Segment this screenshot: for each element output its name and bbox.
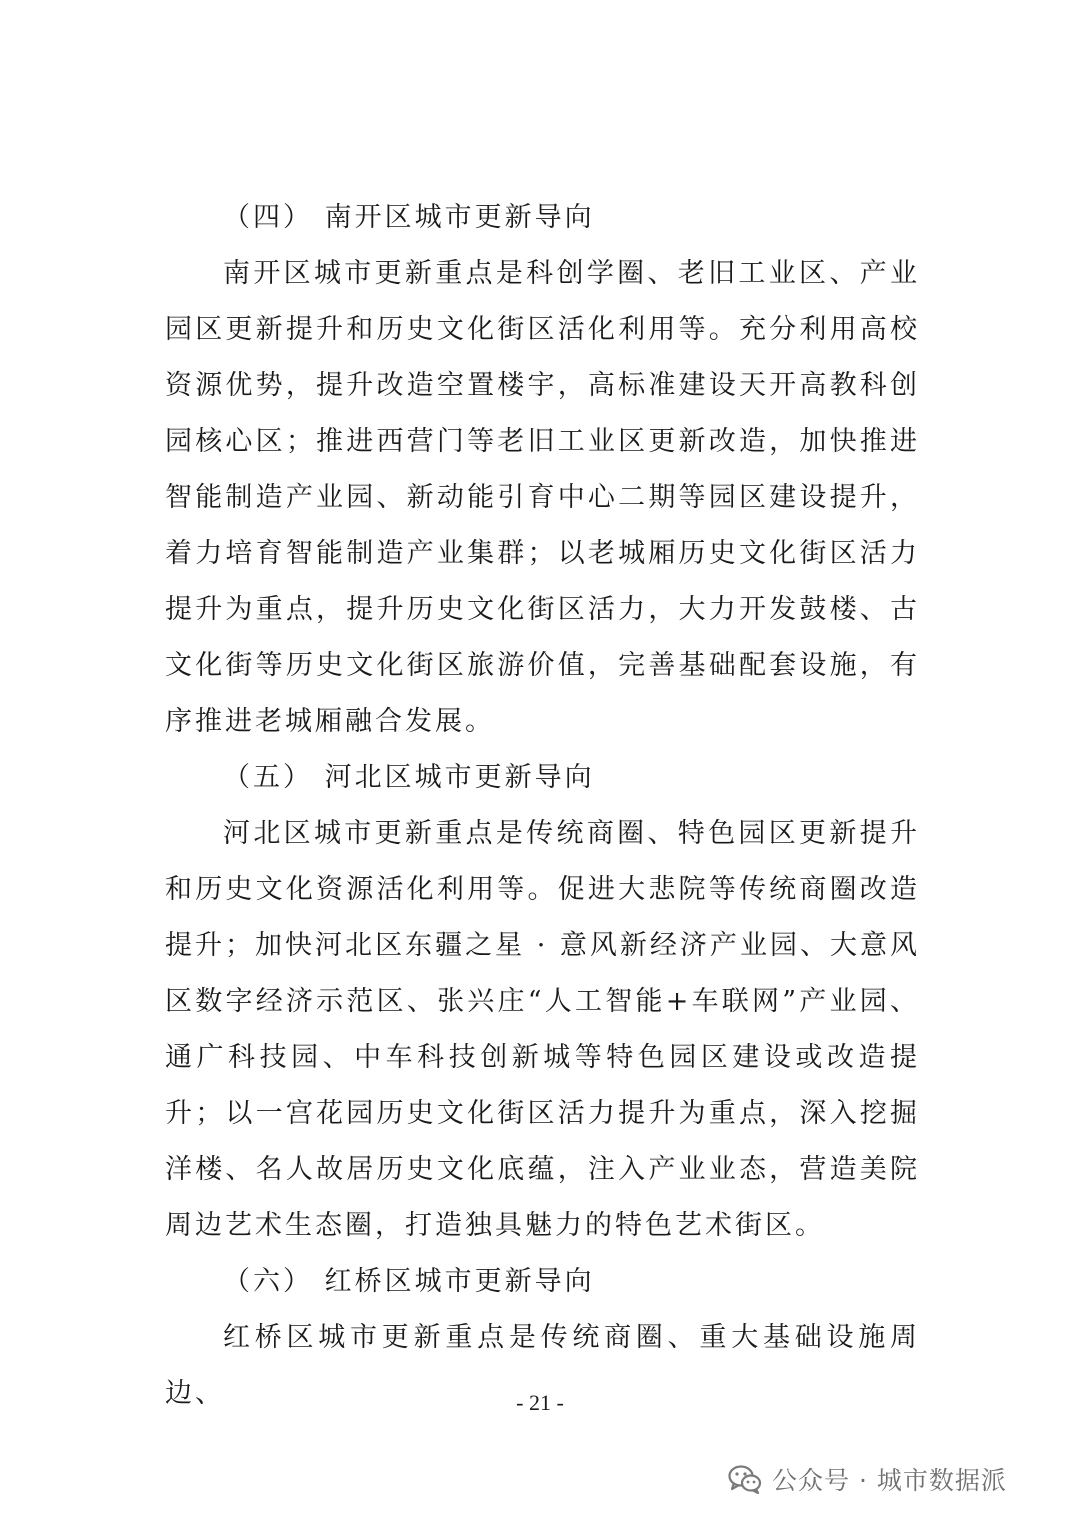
section-heading-hebei: （五） 河北区城市更新导向 bbox=[223, 762, 595, 793]
watermark-text: 公众号 · 城市数据派 bbox=[772, 1466, 1007, 1495]
wechat-icon bbox=[728, 1464, 762, 1494]
section-body-hebei: 河北区城市更新重点是传统商圈、特色园区更新提升和历史文化资源活化利用等。促进大悲院等传统商圈改造提升；加快河北区东疆之星 · 意风新经济产业园、大意风区数字经济示范区、张兴庄“人工智能+车联网”产业园、通广科技园、中车科技创新城等特色园区建设或改造提升；以一宫花园历史文化街区活力提升为重点，深入挖掘洋楼、名人故居历史文化底蕴，注入产业业态，营造美院周边艺术生态圈，打造独具魅力的特色艺术街区。 bbox=[165, 818, 920, 1241]
watermark bbox=[728, 1457, 1007, 1501]
document-body bbox=[165, 190, 920, 1422]
page-number: - 21 - bbox=[516, 1390, 564, 1415]
section-heading-hongqiao: （六） 红桥区城市更新导向 bbox=[223, 1266, 595, 1297]
section-body-hongqiao: 红桥区城市更新重点是传统商圈、重大基础设施周边、 bbox=[165, 1322, 920, 1409]
section-heading-nankai: （四） 南开区城市更新导向 bbox=[223, 202, 595, 233]
section-body-nankai: 南开区城市更新重点是科创学圈、老旧工业区、产业园区更新提升和历史文化街区活化利用等。充分利用高校资源优势，提升改造空置楼宇，高标准建设天开高教科创园核心区；推进西营门等老旧工业区更新改造，加快推进智能制造产业园、新动能引育中心二期等园区建设提升，着力培育智能制造产业集群；以老城厢历史文化街区活力提升为重点，提升历史文化街区活力，大力开发鼓楼、古文化街等历史文化街区旅游价值，完善基础配套设施，有序推进老城厢融合发展。 bbox=[165, 258, 920, 737]
